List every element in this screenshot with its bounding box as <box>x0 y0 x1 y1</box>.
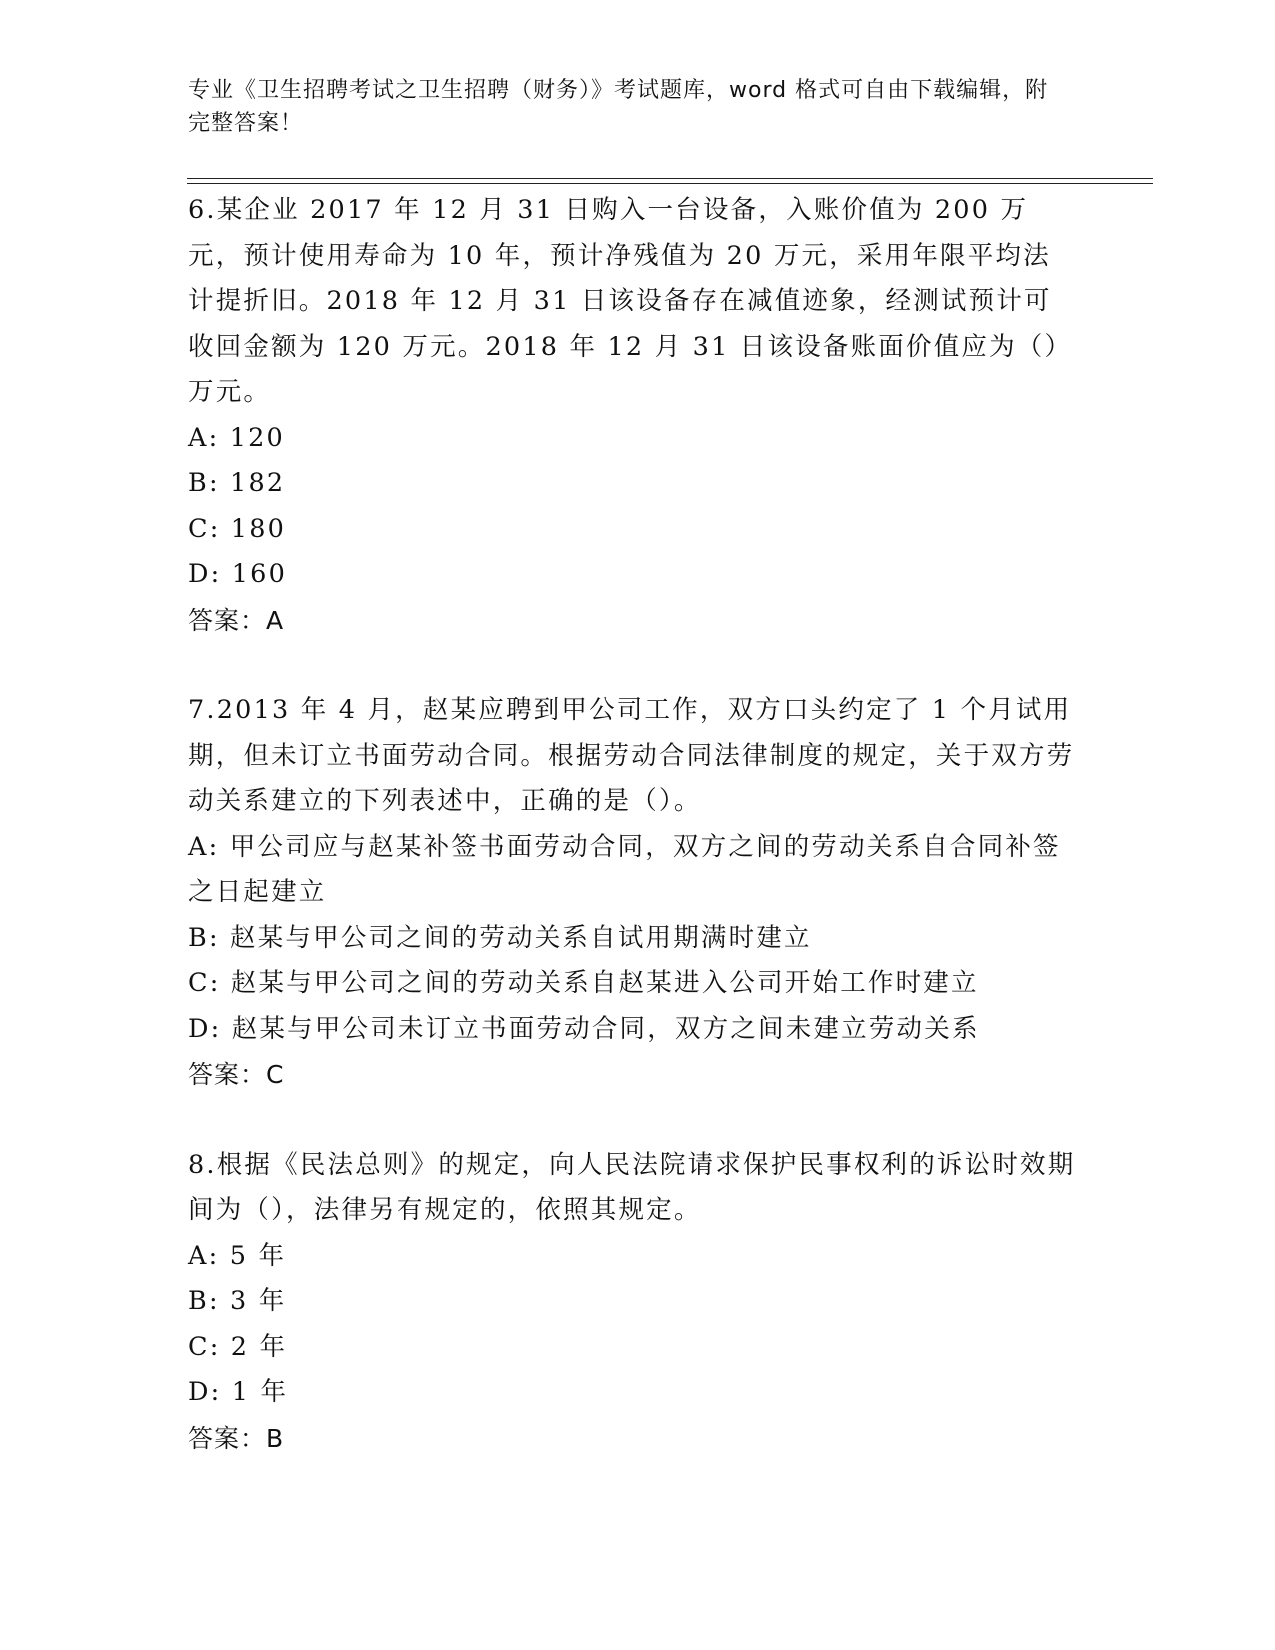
question-7 <box>188 688 1078 1098</box>
question-spacer <box>188 643 1078 688</box>
option-b: B: 182 <box>188 468 286 498</box>
header-divider-bottom <box>187 183 1153 184</box>
question-spacer <box>188 1098 1078 1143</box>
option-d: D: 1 年 <box>188 1377 289 1407</box>
option-d: D: 160 <box>188 559 288 589</box>
option-c: C: 180 <box>188 513 287 544</box>
question-text: 8.根据《民法总则》的规定，向人民法院请求保护民事权利的诉讼时效期间为（），法律另有规定的，依照其规定。 <box>188 1149 1076 1225</box>
option-a: A: 5 年 <box>188 1240 287 1271</box>
question-list <box>188 188 1078 1461</box>
option-a: A: 120 <box>188 422 285 453</box>
question-8 <box>188 1143 1078 1462</box>
question-6 <box>188 188 1078 643</box>
answer-line: 答案：A <box>188 605 285 635</box>
question-text: 7.2013 年 4 月，赵某应聘到甲公司工作，双方口头约定了 1 个月试用期，但未订立书面劳动合同。根据劳动合同法律制度的规定，关于双方劳动关系建立的下列表述中，正确的是（）。 <box>188 695 1075 816</box>
question-text: 6.某企业 2017 年 12 月 31 日购入一台设备，入账价值为 200 万元，预计使用寿命为 10 年，预计净残值为 20 万元，采用年限平均法计提折旧。2018 年 12 月 31 日该设备存在减值迹象，经测试预计可收回金额为 120 万元。2018 年 12 月 31 日该设备账面价值应为（）万元。 <box>188 195 1073 407</box>
header-divider-top <box>187 178 1153 179</box>
option-b: B: 赵某与甲公司之间的劳动关系自试用期满时建立 <box>188 922 812 953</box>
answer-line: 答案：C <box>188 1060 285 1089</box>
answer-line: 答案：B <box>188 1423 285 1453</box>
option-c: C: 赵某与甲公司之间的劳动关系自赵某进入公司开始工作时建立 <box>188 968 979 998</box>
option-d: D: 赵某与甲公司未订立书面劳动合同，双方之间未建立劳动关系 <box>188 1013 980 1044</box>
option-b: B: 3 年 <box>188 1286 287 1316</box>
option-c: C: 2 年 <box>188 1331 288 1362</box>
document-intro: 专业《卫生招聘考试之卫生招聘（财务）》考试题库，word 格式可自由下载编辑，附完整答案！ <box>188 78 1049 136</box>
option-a: A: 甲公司应与赵某补签书面劳动合同，双方之间的劳动关系自合同补签之日起建立 <box>188 831 1061 907</box>
